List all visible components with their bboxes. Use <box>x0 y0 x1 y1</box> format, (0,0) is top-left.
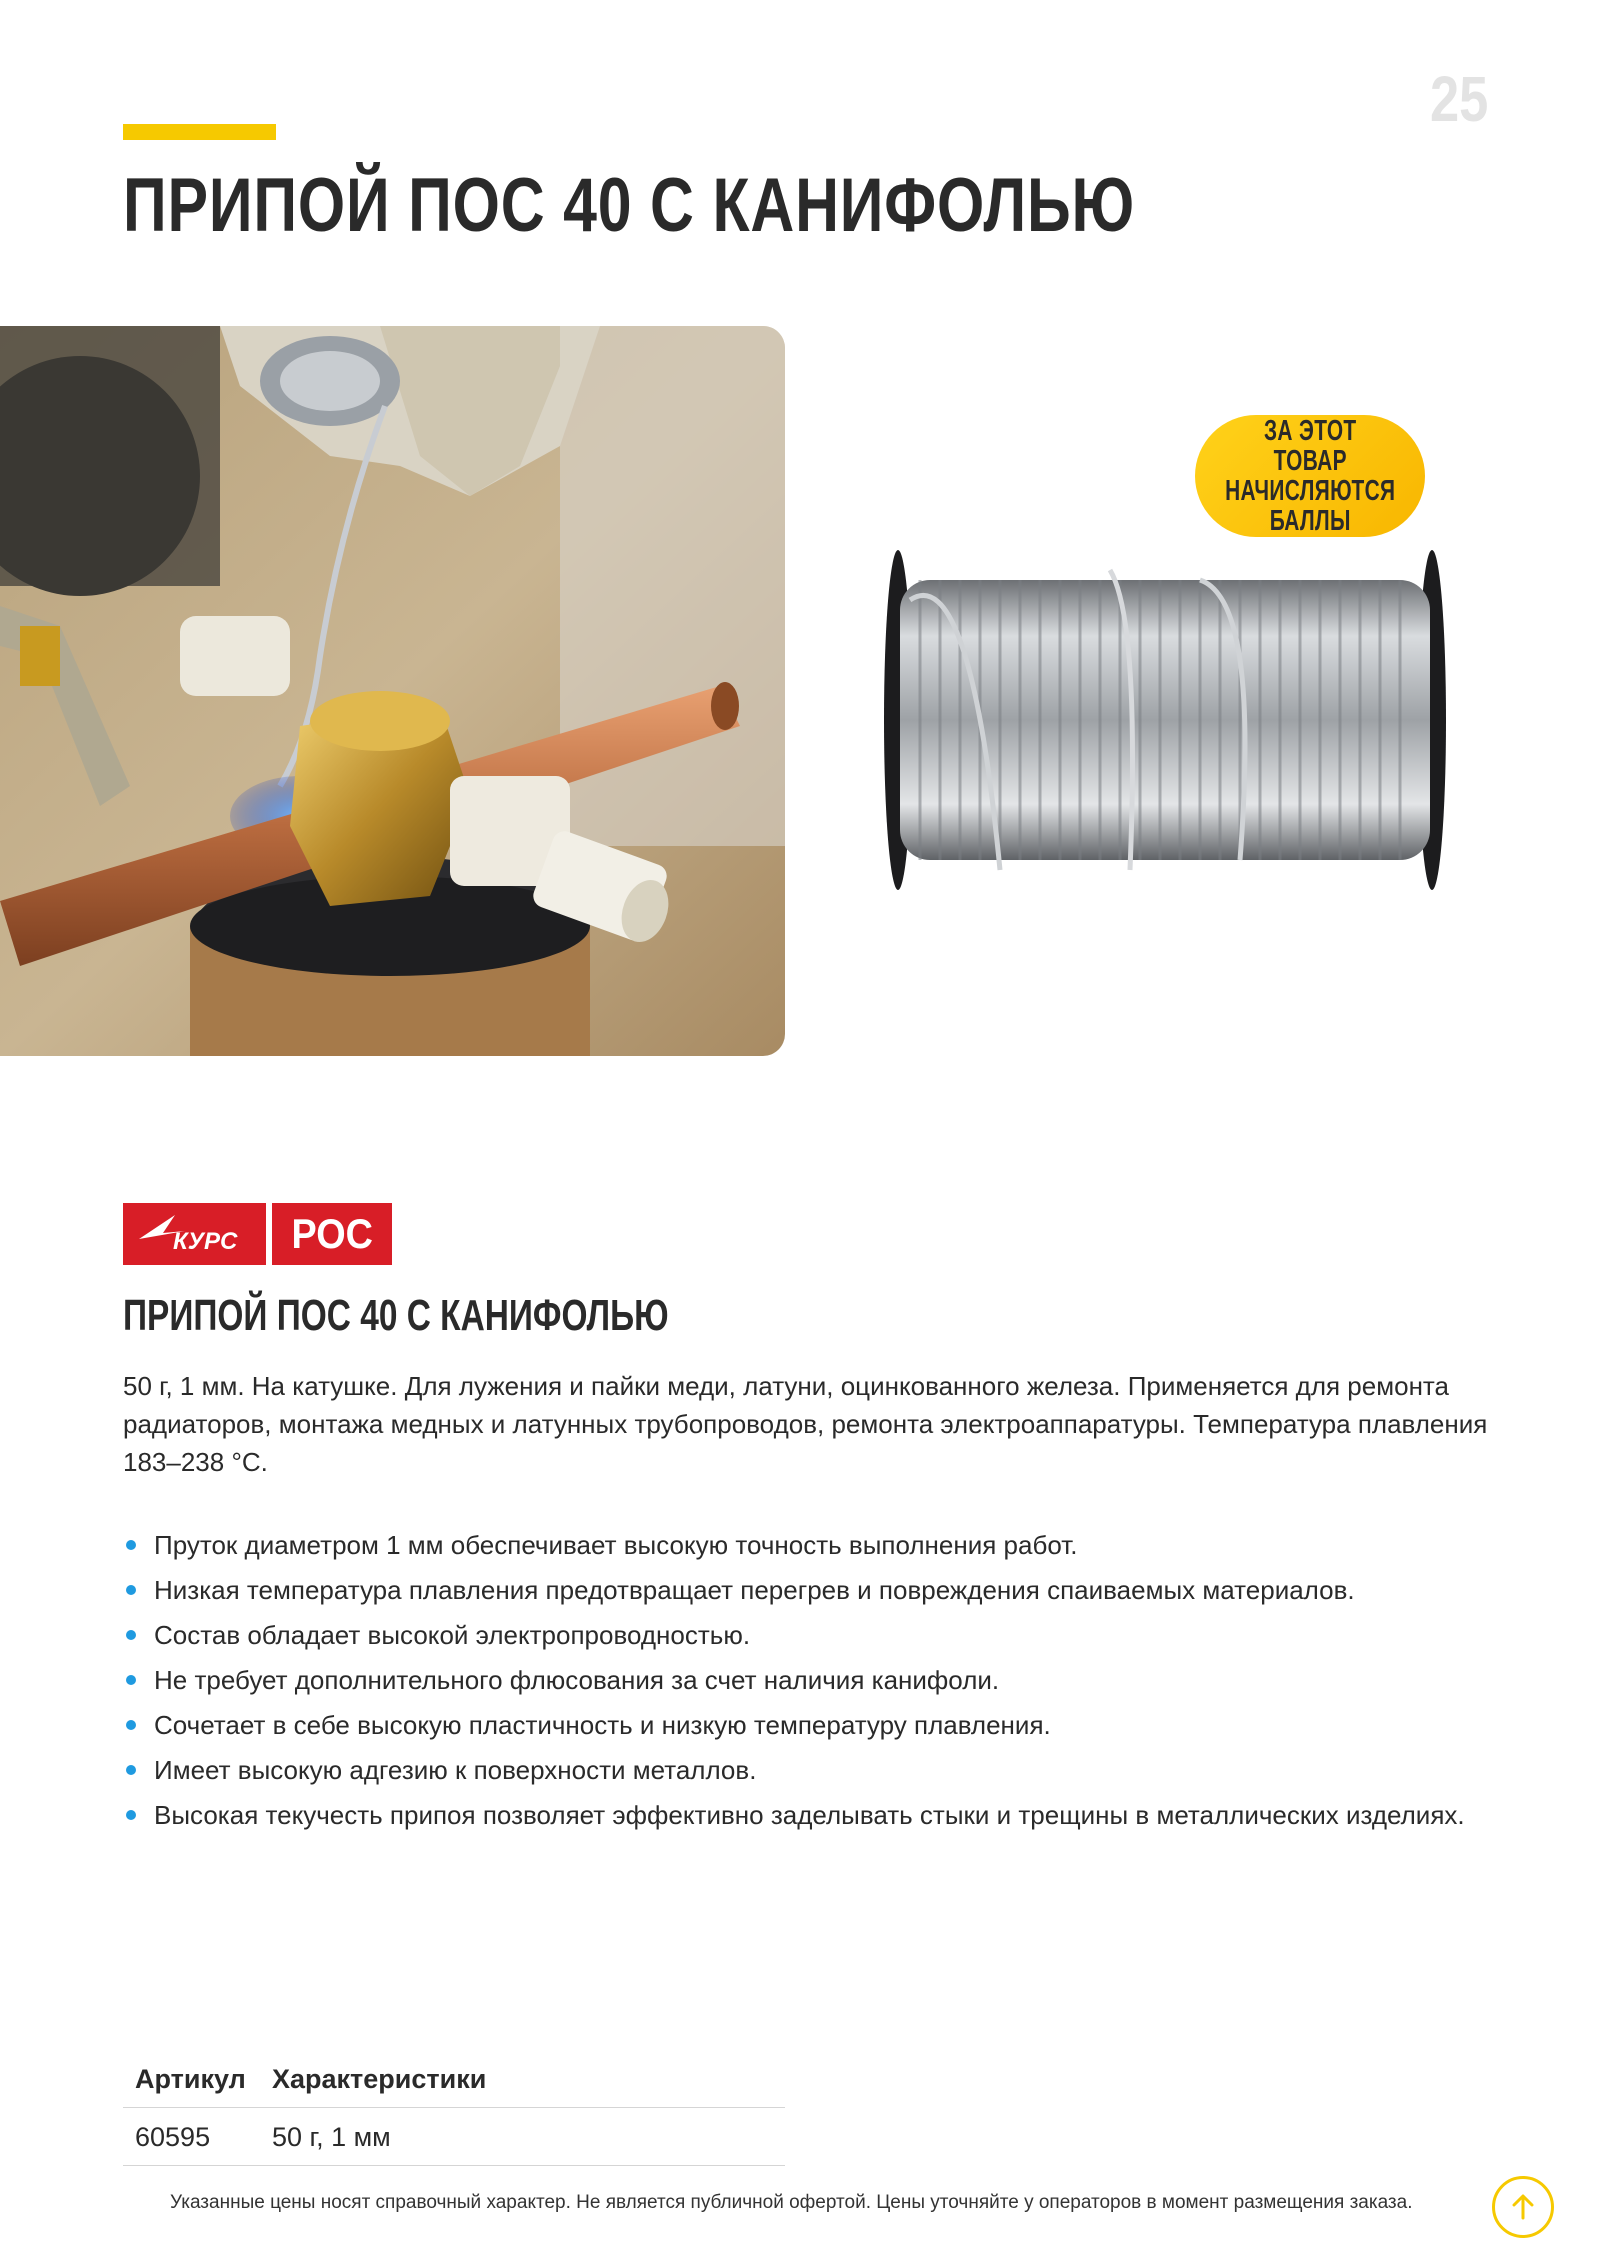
bullet-icon <box>126 1720 136 1730</box>
feature-text: Состав обладает высокой электропроводностью. <box>154 1620 751 1650</box>
article-cell: 60595 <box>123 2108 260 2166</box>
list-item <box>123 1706 1503 1744</box>
page-number: 25 <box>1430 63 1489 135</box>
feature-list <box>123 1526 1503 1841</box>
column-header-specs: Характеристики <box>260 2054 785 2108</box>
list-item <box>123 1571 1503 1609</box>
bullet-icon <box>126 1585 136 1595</box>
product-title: ПРИПОЙ ПОС 40 С КАНИФОЛЬЮ <box>123 1291 669 1340</box>
list-item <box>123 1796 1503 1834</box>
bullet-icon <box>126 1810 136 1820</box>
feature-text: Высокая текучесть припоя позволяет эффективно заделывать стыки и трещины в металлических изделиях. <box>154 1800 1465 1830</box>
bullet-icon <box>126 1630 136 1640</box>
bonus-points-text: ЗА ЭТОТ ТОВАР НАЧИСЛЯЮТСЯ БАЛЛЫ <box>1224 415 1396 537</box>
feature-text: Имеет высокую адгезию к поверхности металлов. <box>154 1755 757 1785</box>
kurs-logo-text: КУРС <box>173 1228 238 1255</box>
price-disclaimer: Указанные цены носят справочный характер. Не является публичной офертой. Цены уточняйте у операторов в момент размещения заказа. <box>170 2192 1413 2213</box>
list-item <box>123 1751 1503 1789</box>
product-description: 50 г, 1 мм. На катушке. Для лужения и пайки меди, латуни, оцинкованного железа. Применяется для ремонта радиаторов, монтажа медных и латунных трубопроводов, ремонта электроаппаратуры. Температура плавления 183–238 °C. <box>123 1371 1488 1477</box>
ros-label: РОС <box>291 1210 373 1257</box>
feature-text: Пруток диаметром 1 мм обеспечивает высокую точность выполнения работ. <box>154 1530 1078 1560</box>
column-header-article: Артикул <box>123 2054 260 2108</box>
bullet-icon <box>126 1675 136 1685</box>
table-header-row <box>123 2054 785 2108</box>
soldering-photo <box>0 326 785 1056</box>
arrow-up-icon <box>1508 2192 1538 2222</box>
spec-table <box>123 2054 785 2166</box>
bullet-icon <box>126 1540 136 1550</box>
feature-text: Не требует дополнительного флюсования за счет наличия канифоли. <box>154 1665 1000 1695</box>
scroll-to-top-button[interactable] <box>1492 2176 1554 2238</box>
kurs-logo <box>123 1203 266 1265</box>
solder-spool-image <box>880 540 1450 900</box>
list-item <box>123 1526 1503 1564</box>
list-item <box>123 1661 1503 1699</box>
page-title: ПРИПОЙ ПОС 40 С КАНИФОЛЬЮ <box>123 163 1136 248</box>
list-item <box>123 1616 1503 1654</box>
specs-cell: 50 г, 1 мм <box>260 2108 785 2166</box>
brand-logo <box>123 1203 392 1265</box>
feature-text: Сочетает в себе высокую пластичность и низкую температуру плавления. <box>154 1710 1051 1740</box>
ros-label-box <box>272 1203 392 1265</box>
accent-bar <box>123 124 276 140</box>
feature-text: Низкая температура плавления предотвращает перегрев и повреждения спаиваемых материалов. <box>154 1575 1355 1605</box>
bullet-icon <box>126 1765 136 1775</box>
bonus-points-badge <box>1195 415 1425 537</box>
table-row <box>123 2108 785 2166</box>
